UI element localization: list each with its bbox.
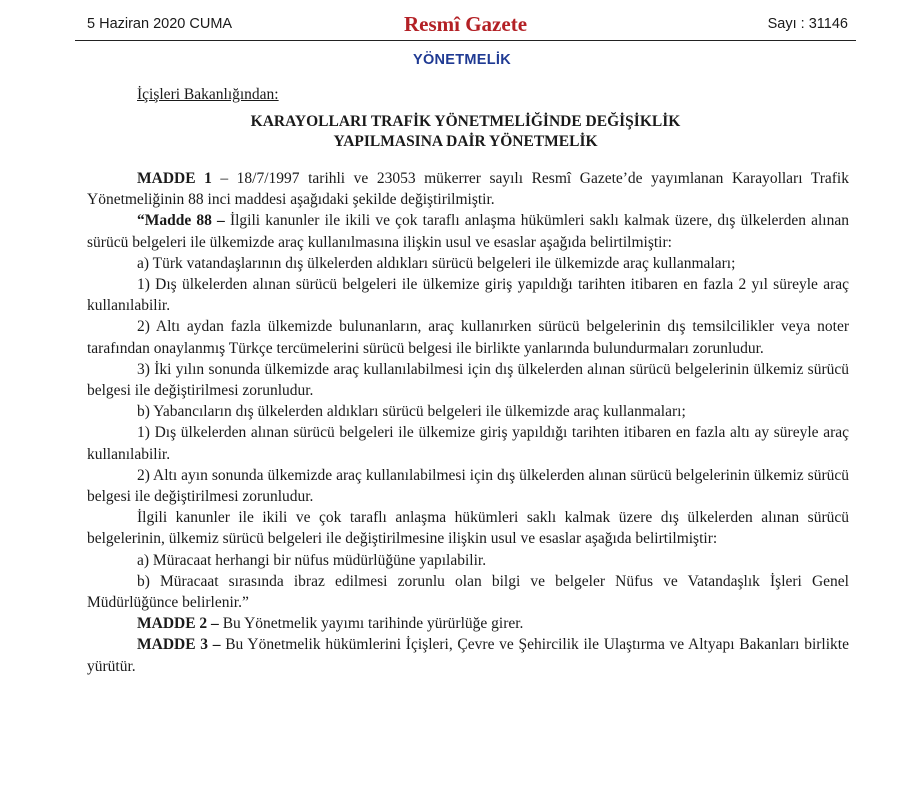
section-heading: YÖNETMELİK xyxy=(412,52,512,68)
clause-a-2: 2) Altı aydan fazla ülkemizde bulunanların, araç kullanırken sürücü belgelerinin dış temsilcilikler veya noter tarafından onaylanmış Türkçe tercümelerini sürücü belgesi ile birlikte yanlarında bulundurmaları zorunludur. xyxy=(87,318,849,357)
clause-b: b) Yabancıların dış ülkelerden aldıkları sürücü belgeleri ile ülkemizde araç kullanmaları; xyxy=(137,403,686,421)
article-2-label: MADDE 2 – xyxy=(137,615,219,633)
procedure-a: a) Müracaat herhangi bir nüfus müdürlüğüne yapılabilir. xyxy=(137,551,487,569)
document-title xyxy=(75,112,856,152)
issue-date: 5 Haziran 2020 CUMA xyxy=(87,16,233,32)
article-3-label: MADDE 3 – xyxy=(137,636,221,654)
article-88 xyxy=(87,210,849,252)
general-paragraph: İlgili kanunler ile ikili ve çok taraflı anlaşma hükümleri saklı kalmak üzere dış ülkelerden alınan sürücü belgelerinin, ülkemiz sürücü belgeleri ile değiştirilmesine ilişkin usul ve esaslar aşağıda belirtilmiştir: xyxy=(87,509,849,548)
article-1-text: – 18/7/1997 tarihli ve 23053 mükerrer sayılı Resmî Gazete’de yayımlanan Karayolları Trafik Yönetmeliğinin 88 inci maddesi aşağıdaki şekilde değiştirilmiştir. xyxy=(87,170,849,209)
gazette-title: Resmî Gazete xyxy=(403,12,528,36)
document-title-line-2: YAPILMASINA DAİR YÖNETMELİK xyxy=(333,133,598,150)
article-88-text: İlgili kanunler ile ikili ve çok taraflı anlaşma hükümleri saklı kalmak üzere, dış ülkelerden alınan sürücü belgeleri ile ülkemizde araç kullanılmasına ilişkin usul ve esaslar aşağıda belirtilmiştir: xyxy=(87,212,849,251)
clause-b-1: 1) Dış ülkelerden alınan sürücü belgeleri ile ülkemize giriş yapıldığı tarihten itibaren en fazla altı ay süreyle araç kullanılabilir. xyxy=(87,424,849,463)
article-1-label: MADDE 1 xyxy=(137,170,212,187)
clause-a-1: 1) Dış ülkelerden alınan sürücü belgeleri ile ülkemize giriş yapıldığı tarihten itibaren en fazla 2 yıl süreyle araç kullanılabilir. xyxy=(87,276,849,315)
clause-a: a) Türk vatandaşlarının dış ülkelerden aldıkları sürücü belgeleri ile ülkemizde araç kullanmaları; xyxy=(137,254,736,272)
issue-number: Sayı : 31146 xyxy=(767,16,848,32)
issuing-authority: İçişleri Bakanlığından: xyxy=(137,86,279,103)
article-88-label: “Madde 88 – xyxy=(137,212,225,230)
procedure-b: b) Müracaat sırasında ibraz edilmesi zorunlu olan bilgi ve belgeler Nüfus ve Vatandaşlık İşleri Genel Müdürlüğünce belirlenir.” xyxy=(87,572,849,612)
clause-b-2: 2) Altı ayın sonunda ülkemizde araç kullanılabilmesi için dış ülkelerden alınan sürücü belgelerinin ülkemiz sürücü belgesi ile değiştirilmesi zorunludur. xyxy=(87,466,849,506)
article-3 xyxy=(87,634,849,676)
document-title-line-1: KARAYOLLARI TRAFİK YÖNETMELİĞİNDE DEĞİŞİKLİK xyxy=(250,113,681,130)
regulation-body xyxy=(87,168,849,677)
article-2-text: Bu Yönetmelik yayımı tarihinde yürürlüğe girer. xyxy=(218,615,524,633)
article-3-text: Bu Yönetmelik hükümlerini İçişleri, Çevre ve Şehircilik ile Ulaştırma ve Altyapı Bakanları birlikte yürütür. xyxy=(87,636,849,675)
clause-a-3: 3) İki yılın sonunda ülkemizde araç kullanılabilmesi için dış ülkelerden alınan sürücü belgelerinin ülkemiz sürücü belgesi ile değiştirilmesi zorunludur. xyxy=(87,360,849,400)
gazette-header xyxy=(75,10,856,41)
article-2 xyxy=(87,613,849,634)
article-1 xyxy=(87,168,849,210)
